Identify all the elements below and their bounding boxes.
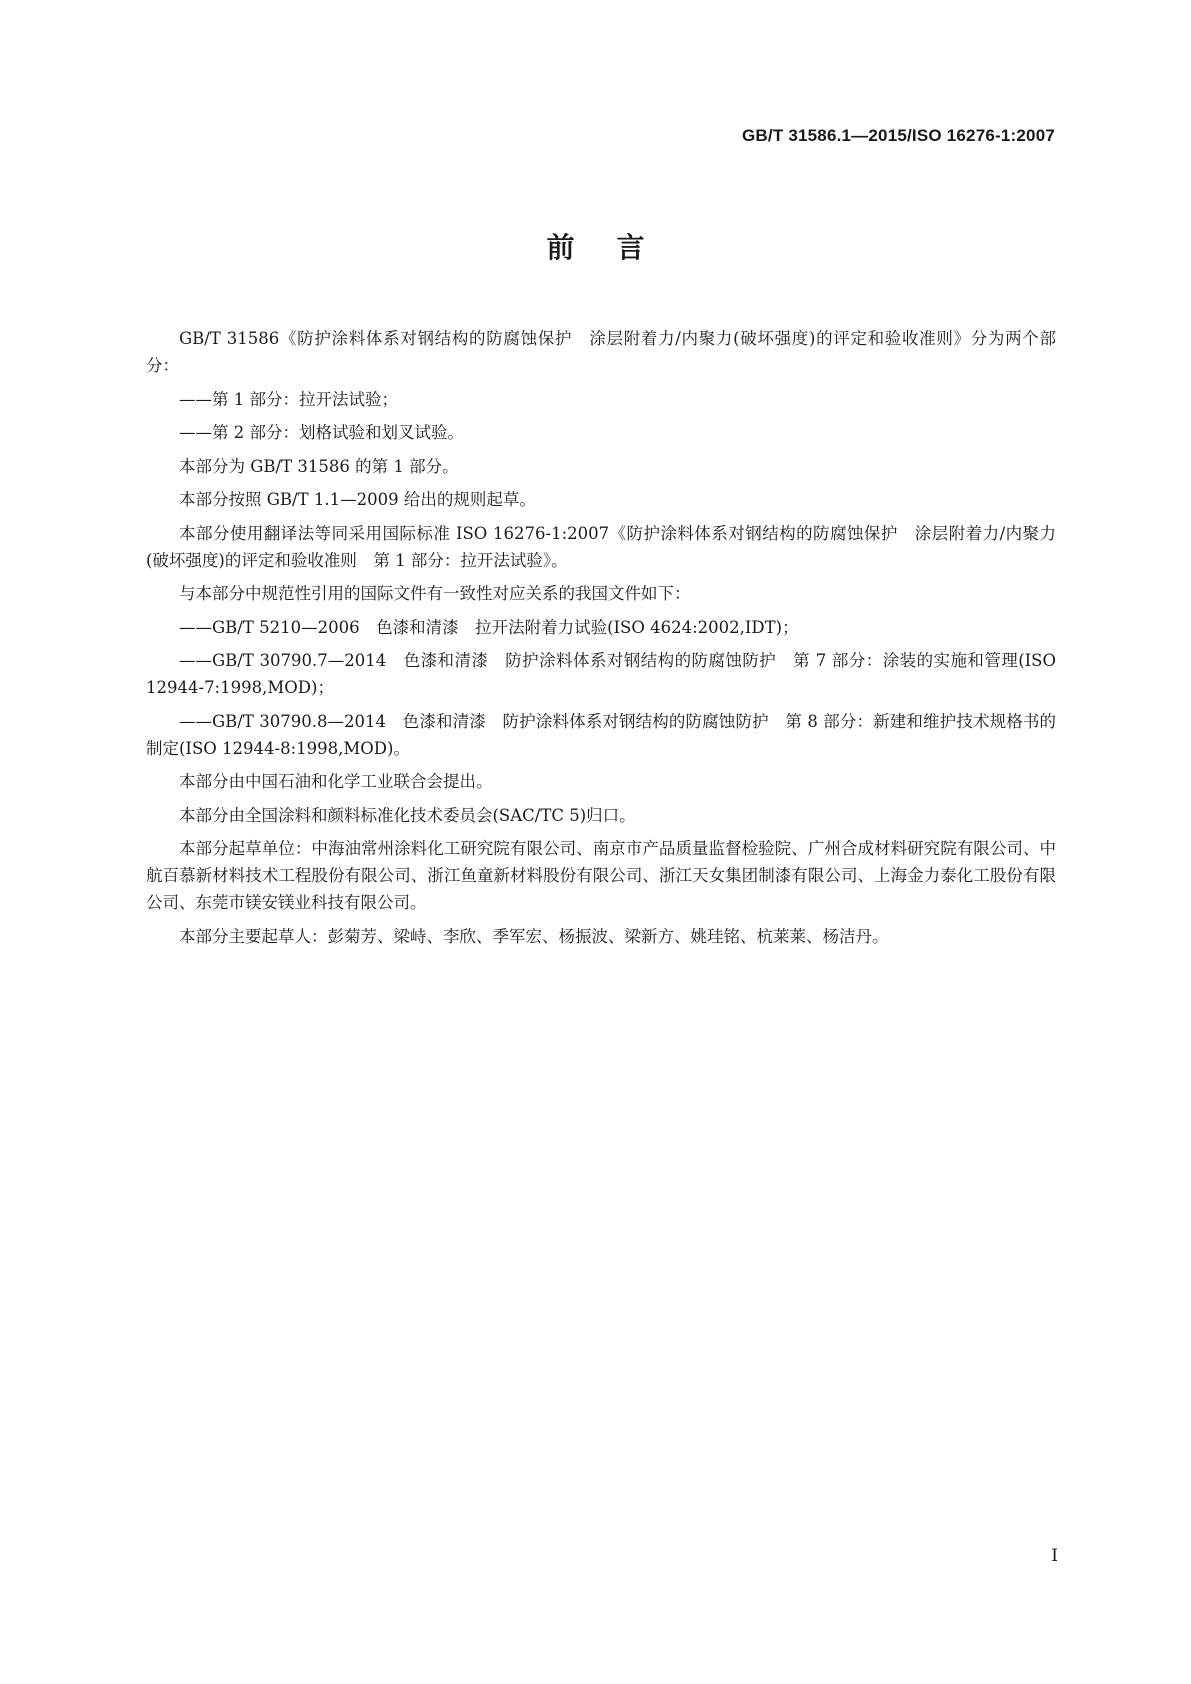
paragraph-drafting-rules: 本部分按照 GB/T 1.1—2009 给出的规则起草。 xyxy=(179,490,536,509)
list-item-reference-2: ——GB/T 30790.7—2014 色漆和清漆 防护涂料体系对钢结构的防腐蚀防护 第 7 部分：涂装的实施和管理(ISO 12944-7:1998,MOD)； xyxy=(146,651,1056,697)
paragraph-drafting-units: 本部分起草单位：中海油常州涂料化工研究院有限公司、南京市产品质量监督检验院、广州合成材料研究院有限公司、中航百慕新材料技术工程股份有限公司、浙江鱼童新材料股份有限公司、浙江天女集团制漆有限公司、上海金力泰化工股份有限公司、东莞市镁安镁业科技有限公司。 xyxy=(146,839,1056,912)
paragraph-adoption: 本部分使用翻译法等同采用国际标准 ISO 16276-1:2007《防护涂料体系对钢结构的防腐蚀保护 涂层附着力/内聚力(破坏强度)的评定和验收准则 第 1 部分：拉开法试验》。 xyxy=(146,523,1056,570)
foreword-body xyxy=(146,325,1056,956)
standard-number-header: GB/T 31586.1—2015/ISO 16276-1:2007 xyxy=(742,126,1055,145)
paragraph-proposer: 本部分由中国石油和化学工业联合会提出。 xyxy=(179,772,493,791)
list-item-reference-3: ——GB/T 30790.8—2014 色漆和清漆 防护涂料体系对钢结构的防腐蚀防护 第 8 部分：新建和维护技术规格书的制定(ISO 12944-8:1998,MOD)。 xyxy=(146,711,1056,758)
paragraph-part-statement: 本部分为 GB/T 31586 的第 1 部分。 xyxy=(179,456,459,476)
paragraph-intro: GB/T 31586《防护涂料体系对钢结构的防腐蚀保护 涂层附着力/内聚力(破坏强度)的评定和验收准则》分为两个部分： xyxy=(146,329,1056,375)
paragraph-references-intro: 与本部分中规范性引用的国际文件有一致性对应关系的我国文件如下： xyxy=(179,584,691,603)
paragraph-drafters: 本部分主要起草人：彭菊芳、梁峙、李欣、季军宏、杨振波、梁新方、姚珪铭、杭莱莱、杨洁丹。 xyxy=(179,926,889,946)
list-item-part-1: ——第 1 部分：拉开法试验； xyxy=(179,389,398,409)
paragraph-committee: 本部分由全国涂料和颜料标准化技术委员会(SAC/TC 5)归口。 xyxy=(179,805,636,825)
list-item-reference-1: ——GB/T 5210—2006 色漆和清漆 拉开法附着力试验(ISO 4624:2002,IDT)； xyxy=(179,617,799,637)
page-number: I xyxy=(1051,1546,1058,1566)
list-item-part-2: ——第 2 部分：划格试验和划叉试验。 xyxy=(179,423,464,442)
page-title: 前言 xyxy=(546,231,687,264)
